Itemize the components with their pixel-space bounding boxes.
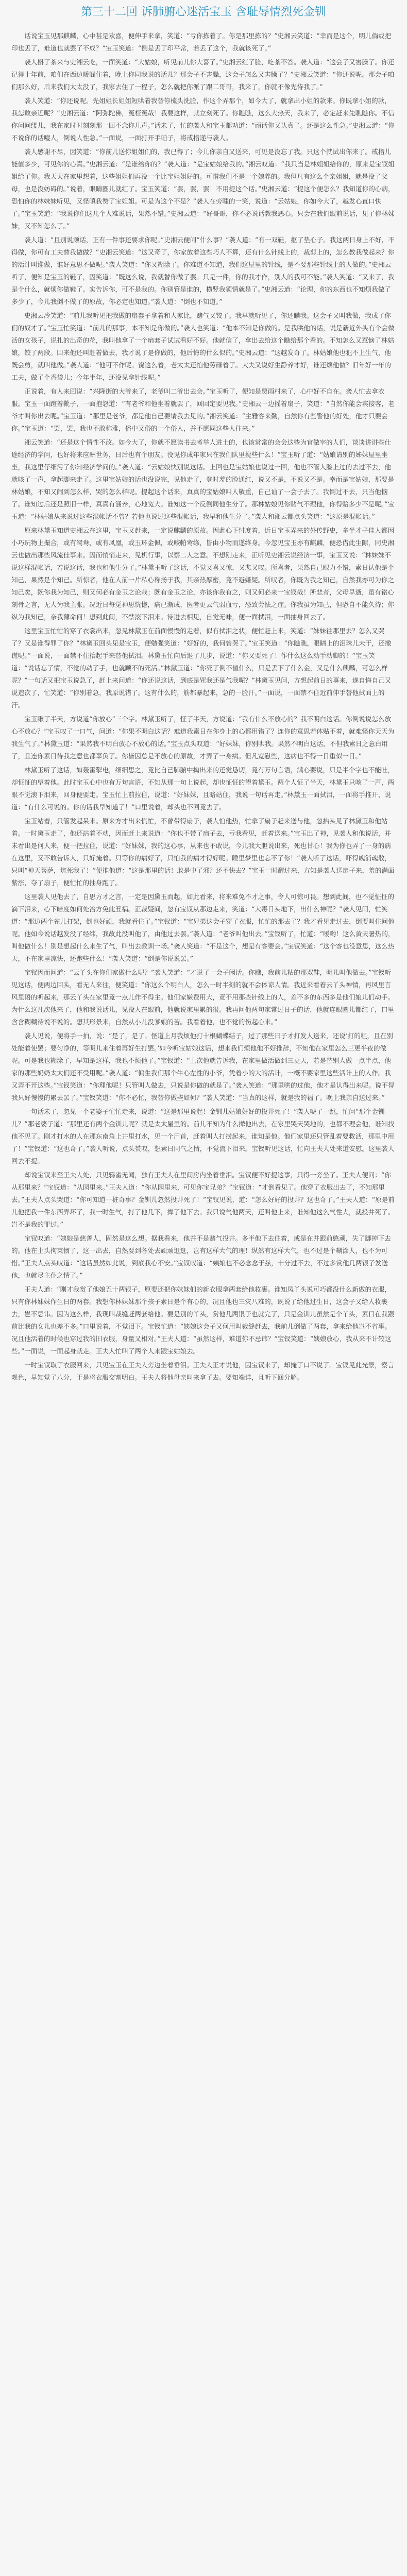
body-paragraph: 这里袭人见他去了，自思方才之言，一定是因黛玉而起，如此看来，将来难免不才之事，令人可惊可畏。想到此间，也不觉怔怔的滴下泪来，心下暗度如何处治方免此丑祸。正裁疑间，忽有宝钗从那边走来，笑道：“大毒日头地下，出什么神呢？”袭人见问，忙笑道：“那边两个雀儿打架，倒也好顽，我就看住了。”宝钗道：“宝兄弟这会子穿了衣服，忙忙的那去了？我才看见走过去，倒要叫住问他呢。他如今说话越发没了经纬，我故此没叫他了，由他过去罢。”袭人道：“老爷叫他出去。”宝钗听了，忙道：“嗳哟！这么黄天暑热的，叫他做什么！别是想起什么来生了气，叫出去教训一场。”袭人笑道：“不是这个，想是有客要会。”宝钗笑道：“这个客也没意思，这么热天，不在家里凉快，还跑些什么！”袭人笑道：“倒是你说说罢。”: [11, 893, 395, 962]
body-paragraph: 宝钗叹道：“姨娘是慈善人，固然是这么想。据我看来，他并不是赌气投井。多半他下去住着，或是在井跟前憨顽，失了脚掉下去的。他在上头拘束惯了，这一出去，自然要到各处去顽顽逛逛，岂有这样大气的理！纵然有这样大气，也不过是个糊涂人，也不为可惜。”王夫人点头叹道：“这话虽然如此说，到底我心不安。”宝钗叹道：“姨娘也不必念念于兹，十分过不去，不过多赏他几两银子发送他，也就尽主仆之情了。”: [11, 1234, 391, 1279]
body-paragraph: 却说宝钗来至王夫人处，只见鸦雀无闻，独有王夫人在里间房内坐着垂泪。宝钗便不好提这事，只得一旁坐了。王夫人便问：“你从那里来？”宝钗道：“从园里来。”王夫人道：“你从园里来，可见你宝兄弟？”宝钗道：“才倒看见了。他穿了衣服出去了，不知那里去。”王夫人点头哭道：“你可知道一桩奇事？金钏儿忽然投井死了！”宝钗见说，道：“怎么好好的投井？这也奇了。”王夫人道：“原是前儿他把我一件东西弄坏了，我一时生气，打了他几下，撵了他下去。我只说气他两天，还叫他上来，谁知他这么气性大，就投井死了。岂不是我的罪过。”: [11, 1171, 395, 1228]
body-paragraph: 宝玉站着，只管发起呆来。原来方才出来慌忙，不曾带得扇子，袭人怕他热，忙拿了扇子赶来送与他，忽抬头见了林黛玉和他站着。一时黛玉走了，他还站着不动，因而赶上来说道：“你也不带了扇子去，亏我看见，赶着送来。”宝玉出了神，见袭人和他说话，并未看出是何人来，便一把拉住，说道：“好妹妹，我的这心事，从来也不敢说，今儿我大胆说出来，死也甘心！我为你也弄了一身的病在这里，又不敢告诉人，只好掩着。只等你的病好了，只怕我的病才得好呢。睡里梦里也忘不了你！”袭人听了这话，吓得魄消魂散，只叫“神天菩萨，坑死我了！”便推他道：“这是那里的话！敢是中了邪？还不快去？”宝玉一时醒过来，方知是袭人送扇子来，羞的满面紫涨，夺了扇子，便忙忙的抽身跑了。: [11, 817, 395, 887]
body-paragraph: 袭人道：“且别说顽话，正有一件事还要求你呢。”史湘云便问“什么事？”袭人道：“有一双鞋，抠了垫心子。我这两日身上不好，不得做，你可有工夫替我做做？”史湘云笑道：“这又奇了，你家放着这些巧人不算，还有什么针线上的，裁剪上的，怎么教我做起来？你的活计叫谁做，谁好意思不做呢。”袭人笑道：“你又糊涂了。你难道不知道，我们这屋里的针线，是不要那些针线上的人做的。”史湘云听了，便知是宝玉的鞋了，因笑道：“既这么说，我就替你做了罢。只是一件，你的我才作，别人的我可不能。”袭人笑道：“又来了，我是个什么，就烦你做鞋了。实告诉你，可不是我的。你别管是谁的，横竖我领情就是了。”史湘云道：“论理，你的东西也不知烦我做了多少了，今儿我倒不做了的原故，你必定也知道。”袭人道：“倒也不知道。”: [11, 236, 395, 306]
body-paragraph: 袭人笑道：“你还说呢。先姐姐长姐姐短哄着我替你梳头洗脸，作这个弄那个，如今大了，就拿出小姐的款来。你既拿小姐的款，我怎敢亲近呢？”史湘云道：“阿弥陀佛，冤枉冤哉！我要这样，就立刻死了。你瞧瞧，这么大热天，我来了，必定赶来先瞧瞧你。不信你问问缕儿，我在家时时刻刻那一回不念你几声。”话未了，忙的袭人和宝玉都劝道：“顽话你又认真了。还是这么性急。”史湘云道：“你不说你的话噎人，倒说人性急。”一面说，一面打开手帕子，将戒指递与袭人。: [11, 97, 395, 142]
body-paragraph: 王夫人道：“刚才我赏了他娘五十两银子，原要还把你妹妹们的新衣服拿两套给他妆裹。谁知凤丫头说可巧都没什么新做的衣服，只有你林妹妹作生日的两套。我想你林妹妹那个孩子素日是个有心的，况且他也三灾八难的，既说了给他过生日，这会子又给人妆裹去，岂不忌讳。因为这么样，我现叫裁缝赶两套给他。要是别的丫头，赏他几两银子也就完了，只是金钏儿虽然是个丫头，素日在我跟前比我的女儿也差不多。”口里说着，不觉泪下。宝钗忙道：“姨娘这会子又何用叫裁缝赶去，我前儿倒做了两套，拿来给他岂不省事。况且他活着的时候也穿过我的旧衣服，身量又相对。”王夫人道：“虽然这样，难道你不忌讳？”宝钗笑道：“姨娘放心，我从来不计较这些。”一面说，一面起身就走。王夫人忙叫了两个人来跟宝姑娘去。: [11, 1285, 395, 1355]
body-paragraph: 话说宝玉见那麒麟，心中甚是欢喜，便伸手来拿，笑道：“亏你拣着了。你是那里拣的？”史湘云笑道：“幸而是这个，明儿倘或把印也丢了，难道也就罢了不成？”宝玉笑道：“倒是丢了印平常，若丢了这个，我就该死了。”: [11, 32, 392, 52]
body-paragraph: 袭人见说，便将手一拍，说：“是了，是了。怪道上月我烦他打十根蝴蝶结子，过了那些日子才打发人送来，还说‘打的粗，且在别处能着使罢；要匀净的，等明儿来住着再好生打罢。’如今听宝姑娘这话，想来我们烦他他不好推辞，不知他在家里怎么三更半夜的做呢。可是我也糊涂了，早知是这样，我也不烦他了。”宝钗道：“上次他就告诉我，在家里做活做到三更天，若是替别人做一点半点，他家的那些奶奶太太们还不受用呢。”袭人道：“偏生我们那个牛心左性的小爷，凭着小的大的活计，一概不要家里这些活计上的人作。我又弄不开这些。”宝钗笑道：“你理他呢！只管叫人做去，只说是你做的就是了。”袭人笑道：“那里哄的过他，他才是认得出来呢。说不得我只好慢慢的累去罢了。”宝钗笑道：“你不必忙，我替你做些如何？”袭人笑道：“当真的这样，就是我的福了。晚上我亲自送过来。”: [11, 1032, 395, 1101]
body-paragraph: 史湘云冷笑道：“前儿我听见把我做的扇套子拿着和人家比，赌气又铰了。我早就听见了，你还瞒我。这会子又叫我做，我成了你们的奴才了。”宝玉忙笑道：“前儿的那事，本不知是你做的。”袭人也笑道：“他本不知是你做的。是我哄他的话，说是新近外头有个会做活的女孩子，说扎的出奇的花，我叫他拿了一个扇套子试试看好不好。他就信了，拿出去给这个瞧给那个看的。不知怎么又惹恼了林姑娘，铰了两段。回来他还叫赶着做去，我才说了是你做的，他后悔的什么似的。”史湘云道：“这越发奇了。林姑娘他也犯不上生气，他既会剪，就叫他做。”袭人道：“他可不作呢。饶这么着，老太太还怕他劳碌着了。大夫又说好生静养才好，谁还烦他做？旧年好一年的工夫，做了个香袋儿；今年半年，还没见拿针线呢。”: [11, 312, 395, 381]
body-paragraph: 原来林黛玉知道史湘云在这里，宝玉又赶来，一定说麒麟的原故。因此心下忖度着，近日宝玉弄来的外传野史，多半才子佳人都因小巧玩物上撮合，或有鸳鸯，或有凤凰，或玉环金佩，或鲛帕鸾绦，皆由小物而遂终身。今忽见宝玉亦有麒麟，便恐借此生隙，同史湘云也做出那些风流佳事来。因而悄悄走来，见机行事，以察二人之意。不想刚走来，正听见史湘云说经济一事，宝玉又说：“林妹妹不说这样混帐话，若说这话，我也和他生分了。”林黛玉听了这话，不觉又喜又惊，又悲又叹。所喜者，果然自己眼力不错，素日认他是个知己，果然是个知己。所惊者，他在人前一片私心称扬于我，其亲热厚密，竟不避嫌疑。所叹者，你既为我之知己，自然我亦可为你之知己矣，既你我为知己，则又何必有金玉之论哉；既有金玉之论，亦该你我有之，则又何必来一宝钗哉！所悲者，父母早逝，虽有铭心刻骨之言，无人为我主张。况近日每觉神思恍惚，病已渐成，医者更云气弱血亏，恐致劳怯之症。你我虽为知己，但恐自不能久待；你纵为我知己，奈我薄命何！想到此间，不禁滚下泪来。待进去相见，自觉无味，便一面拭泪，一面抽身回去了。: [11, 527, 395, 621]
body-paragraph: 湘云笑道：“还是这个情性不改。如今大了，你就不愿读书去考举人进士的，也该常常的会会这些为官做宰的人们，谈谈讲讲些仕途经济的学问，也好将来应酬世务，日后也有个朋友。没见你成年家只在我们队里搅些什么！”宝玉听了道：“姑娘请别的姊妹屋里坐坐，我这里仔细污了你知经济学问的。”袭人道：“云姑娘快别说这话。上回也是宝姑娘也说过一回，他也不管人脸上过的去过不去，他就咳了一声，拿起脚来走了。这里宝姑娘的话也没说完，见他走了，登时羞的脸通红，说又不是，不说又不是。幸而是宝姑娘，那要是林姑娘，不知又闹到怎么样，哭的怎么样呢。提起这个话来，真真的宝姑娘叫人敬重，自己讪了一会子去了。我倒过不去，只当他恼了。谁知过后还是照旧一样，真真有涵养，心地宽大。谁知这一个反倒同他生分了。那林姑娘见你赌气不理他，你得赔多少不是呢。”宝玉道：“林姑娘从来说过这些混帐话不曾？若他也说过这些混帐话，我早和他生分了。”袭人和湘云都点头笑道：“这原是混帐话。”: [11, 438, 395, 520]
body-paragraph: 宝玉瞅了半天，方说道“你放心”三个字。林黛玉听了，怔了半天，方说道：“我有什么不放心的？我不明白这话。你倒说说怎么放心不放心？”宝玉叹了一口气，问道：“你果不明白这话？难道我素日在你身上的心都用错了？连你的意思若体贴不着，就难怪你天天为我生气了。”林黛玉道：“果然我不明白放心不放心的话。”宝玉点头叹道：“好妹妹，你别哄我。果然不明白这话，不但我素日之意白用了，且连你素日待我之意也都辜负了。你皆因总是不放心的原故，才弄了一身病。但凡宽慰些，这病也不得一日重似一日。”: [11, 715, 395, 760]
chapter-body: [11, 30, 396, 1385]
body-paragraph: 宝钗因而问道：“云丫头在你们家做什么呢？”袭人笑道：“才说了一会子闲话。你瞧，我前儿粘的那双鞋，明儿叫他做去。”宝钗听见这话，便两边回头，看无人来往，便笑道：“你这么个明白人，怎么一时半刻的就不会体谅人情。我近来看着云丫头神情，再风里言风里语的听起来，那云丫头在家里竟一点儿作不得主。他们家嫌费用大，竟不用那些针线上的人，差不多的东西多是他们娘儿们动手。为什么这几次他来了，他和我说话儿，见没人在跟前，他就说家里累的很。我再问他两句家常过日子的话，他就连眼圈儿都红了，口里含含糊糊待说不说的。想其形景来，自然从小儿没爹娘的苦。我看着他，也不觉的伤起心来。”: [11, 969, 395, 1026]
body-paragraph: 一时宝钗取了衣服回来，只见宝玉在王夫人旁边坐着垂泪。王夫人正才说他，因宝钗来了，却掩了口不说了。宝钗见此光景，察言观色，早知觉了八分，于是将衣服交割明白。王夫人将他母亲叫来拿了去。要知端详，且听下回分解。: [11, 1361, 395, 1381]
chapter-title: 第三十二回 诉肺腑心迷活宝玉 含耻辱情烈死金钏: [81, 6, 326, 19]
body-paragraph: 正说着，有人来回说：“兴隆街的大爷来了，老爷叫二爷出去会。”宝玉听了，便知是贾雨村来了，心中好不自在。袭人忙去拿衣服。宝玉一面蹬着靴子，一面抱怨道：“有老爷和他坐着就罢了，回回定要见我。”史湘云一边摇着扇子，笑道：“自然你能会宾接客，老爷才叫你出去呢。”宝玉道：“那里是老爷，都是他自己要请我去见的。”湘云笑道：“主雅客来勤，自然你有些警他的好处，他才只要会你。”宝玉道：“罢，罢，我也不敢称雅，俗中又俗的一个俗人，并不愿同这些人往来。”: [11, 387, 395, 432]
body-paragraph: 这里宝玉忙忙的穿了衣裳出来，忽见林黛玉在前面慢慢的走着，似有拭泪之状，便忙赶上来，笑道：“妹妹往那里去？怎么又哭了？又是谁得罪了你？”林黛玉回头见是宝玉，便勉强笑道：“好好的，我何曾哭了。”宝玉笑道：“你瞧瞧，眼睛上的泪珠儿未干，还撒谎呢。”一面说，一面禁不住抬起手来替他拭泪。林黛玉忙向后退了几步，说道：“你又要死了！作什么这么动手动脚的！”宝玉笑道：“说话忘了情，不觉的动了手，也就顾不的死活。”林黛玉道：“你死了倒不值什么，只是丢下了什么金，又是什么麒麟，可怎么样呢？”一句话又把宝玉说急了，赶上来问道：“你还说这话，到底是咒我还是气我呢？”林黛玉见问，方想起前日的事来，遂自悔自己又说造次了，忙笑道：“你别着急，我原说错了。这有什么的，筋都暴起来，急的一脸汗。”一面说，一面禁不住近前伸手替他拭面上的汗。: [11, 627, 392, 709]
body-paragraph: 袭人感谢不尽，因笑道：“你前儿送你姐姐们的，我已得了；今儿你亲自又送来，可见是没忘了我。只这个就试出你来了。戒指儿能值多少，可见你的心真。”史湘云道：“是谁给你的？”袭人道：“是宝姑娘给我的。”湘云叹道：“我只当是林姐姐给你的，原来是宝钗姐姐给了你。我天天在家里想着，这些姐姐们再没一个比宝姐姐好的。可惜我们不是一个娘养的。我但凡有这么个亲姐姐，就是没了父母，也是没妨碍的。”说着，眼睛圈儿就红了。宝玉笑道：“罢，罢，罢！不用提这个话。”史湘云道：“提这个便怎么？我知道你的心病，恐怕你的林妹妹听见，又怪嗔我赞了宝姐姐。可是为这个不是？”袭人在旁嗤的一笑，说道：“云姑娘，你如今大了，越发心直口快了。”宝玉笑道：“我说你们这几个人难说话，果然不错。”史湘云道：“好哥哥，你不必说话教我恶心。只会在我们跟前说话，见了你林妹妹，又不知怎么了。”: [11, 148, 395, 230]
body-paragraph: 袭人斟了茶来与史湘云吃，一面笑道：“大姑娘，听见前儿你大喜了。”史湘云红了脸，吃茶不答。袭人道：“这会子又害臊了。你还记得十年前，咱们在西边暖阁住着，晚上你同我说的话儿？那会子不害臊，这会子怎么又害臊了？”史湘云笑道：“你还说呢。那会子咱们那么好，后来我们太太没了，我家去住了一程子，怎么就把你派了跟二哥哥，我来了，你就不像先待我了。”: [11, 58, 395, 91]
body-paragraph: 一句话未了，忽见一个老婆子忙忙走来，说道：“这是那里说起！金钏儿姑娘好好的投井死了！”袭人唬了一跳，忙问“那个金钏儿？”那老婆子道：“那里还有两个金钏儿呢？就是太太屋里的。前儿不知为什么撵他出去，在家里哭天哭地的，也都不理会他，谁知找他不见了。刚才打水的人在那东南角上井里打水，见一个尸首，赶着叫人打捞起来，谁知是他。他们家里还只管乱着要救活，那里中用了！”宝钗道：“这也奇了。”袭人听说，点头赞叹，想素日同气之情，不觉流下泪来。宝钗听见这话，忙向王夫人处来道安慰。这里袭人回去不提。: [11, 1108, 395, 1165]
body-paragraph: 林黛玉听了这话，如轰雷掣电，细细思之，竟比自己肺腑中掏出来的还觉恳切，竟有万句言语，满心要说，只是半个字也不能吐，却怔怔的望着他。此时宝玉心中也有万句言语，不知从那一句上说起，却也怔怔的望着黛玉。两个人怔了半天，林黛玉只咳了一声，两眼不觉滚下泪来，回身便要走。宝玉忙上前拉住，说道：“好妹妹，且略站住，我说一句话再走。”林黛玉一面拭泪，一面将手推开，说道：“有什么可说的。你的话我早知道了！”口里说着，却头也不回竟去了。: [11, 766, 395, 811]
